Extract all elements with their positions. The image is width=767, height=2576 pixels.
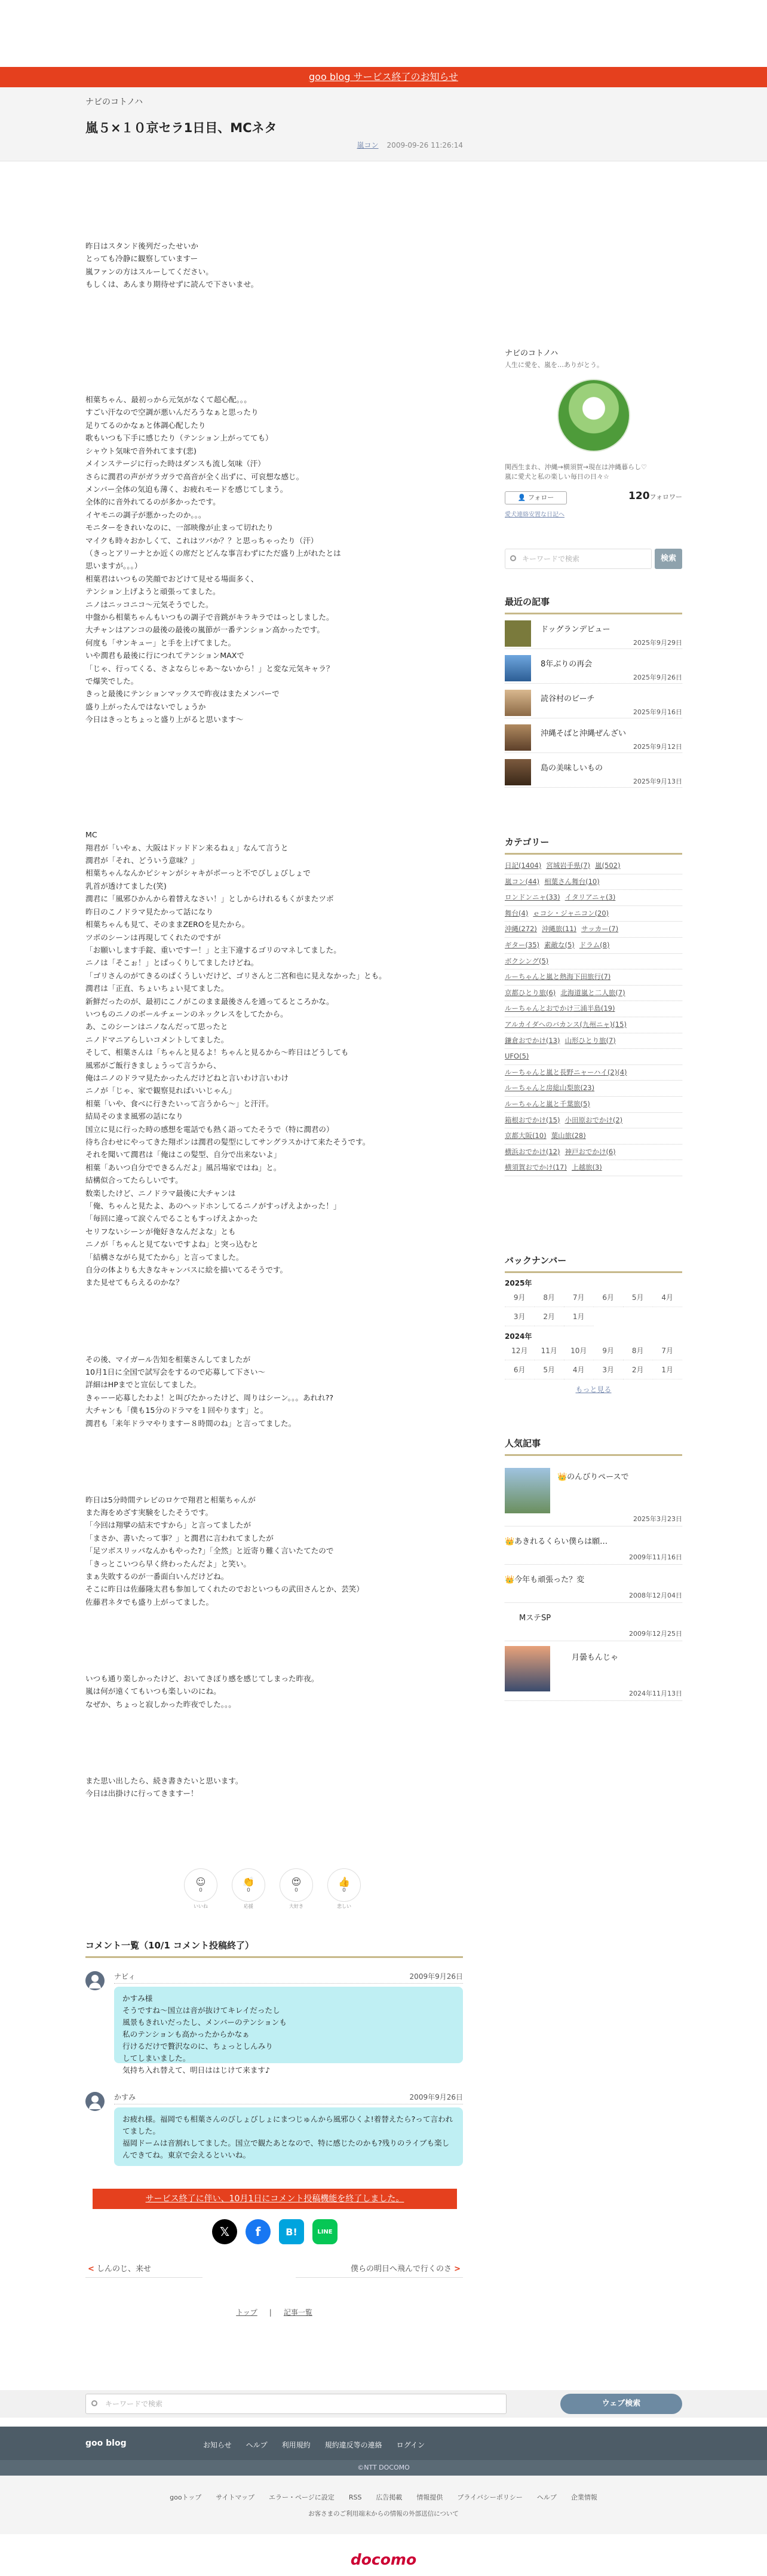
comment-item (85, 2092, 463, 2170)
category-link[interactable]: 舞台(4) (505, 908, 529, 917)
reaction-love-button[interactable] (280, 1868, 313, 1910)
category-link[interactable]: 山形ひとり旅(7) (564, 1036, 616, 1045)
popular-entry[interactable] (505, 1456, 682, 1526)
next-entry-title: 僕らの明日へ飛んで行くのさ (350, 2265, 452, 2274)
footer-link[interactable]: ヘルプ (246, 2441, 268, 2449)
sidebar-search (505, 549, 682, 569)
category-link[interactable]: 箱根おでかけ(15) (505, 1115, 560, 1124)
recent-entry[interactable] (505, 718, 682, 753)
footer-sub-link[interactable]: 情報提供 (416, 2494, 443, 2501)
entry-pagination (85, 2259, 463, 2277)
facebook-share-button[interactable] (246, 2219, 271, 2244)
category-link[interactable]: 日記(1404) (505, 861, 542, 870)
recent-entries-widget (505, 595, 682, 788)
recent-entry-title: ドッグランデビュー (541, 625, 610, 634)
hatena-share-button[interactable] (279, 2219, 304, 2244)
divider (114, 1983, 463, 1984)
category-row (505, 1017, 682, 1033)
footer-sub-link[interactable]: RSS (348, 2494, 362, 2501)
footer-link[interactable]: 規約違反等の連絡 (324, 2441, 382, 2449)
prev-entry-link[interactable] (85, 2259, 203, 2278)
backnumber-widget (505, 1254, 682, 1394)
body-paragraph: また思い出したら、続き書きたいと思います。 今日は出掛けに行ってきますー！ (85, 1776, 243, 1798)
comment-author: かすみ (114, 2093, 136, 2101)
reaction-buttons (184, 1868, 361, 1910)
footer-links (203, 2440, 439, 2450)
user-avatar-icon (85, 2092, 105, 2111)
clap-icon: 👏 (243, 1876, 254, 1887)
recent-entry-date: 2025年9月26日 (633, 674, 682, 681)
comment-end-notice-link[interactable]: サービス終了に伴い、10月1日にコメント投稿機能を終了しました。 (93, 2189, 457, 2209)
backnumber-month-link[interactable]: 4月 (564, 1360, 594, 1379)
category-link[interactable]: 北海道嵐と二人旅(7) (560, 988, 625, 997)
entry-datetime: 2009-09-26 11:26:14 (386, 141, 463, 149)
recent-entry-title: 8年ぶりの再会 (541, 660, 593, 669)
popular-entry-date: 2008年12月04日 (629, 1592, 682, 1599)
category-link[interactable]: イタリアニャ(3) (564, 893, 616, 902)
category-link[interactable]: 嵐(502) (595, 861, 621, 870)
docomo-logo[interactable]: docomo (350, 2551, 417, 2568)
category-link[interactable]: UFO(5) (505, 1052, 529, 1061)
category-link[interactable]: ルーちゃんと房総山梨旅(23) (505, 1084, 595, 1093)
profile-name[interactable]: ナビのコトノハ (505, 349, 559, 358)
search-icon (91, 2400, 97, 2406)
entry-thumbnail (505, 1468, 550, 1513)
category-link[interactable]: サッカー(7) (581, 925, 619, 934)
category-row (505, 938, 682, 954)
smile-icon: ☺ (195, 1876, 206, 1887)
category-link[interactable]: 沖縄(272) (505, 925, 537, 934)
category-row (505, 954, 682, 970)
chevron-right-icon: > (454, 2265, 461, 2274)
entry-thumbnail (505, 620, 531, 647)
line-icon: LINE (317, 2228, 333, 2235)
backnumber-month-link[interactable]: 9月 (505, 1288, 535, 1307)
footer-sub-link[interactable]: プライバシーポリシー (457, 2494, 523, 2501)
category-link[interactable]: 神戸おでかけ(6) (564, 1147, 616, 1156)
prev-entry-title: しんのじ、来せ (97, 2265, 152, 2274)
body-paragraph: いつも通り楽しかったけど、おいてきぼり感を感じてしまった昨夜。 嵐は何が遠くてもいつも楽しいのにね。 なぜか、ちょっと寂しかった昨夜でした。。。 (85, 1674, 319, 1709)
bottom-search-bar (0, 2390, 767, 2418)
recent-entry[interactable] (505, 649, 682, 684)
recent-entry-title: 沖縄そばと沖縄ぜんざい (541, 729, 627, 738)
entry-thumbnail (505, 690, 531, 716)
reaction-count: 0 (294, 1887, 298, 1893)
reaction-count: 0 (199, 1887, 203, 1893)
goo-blog-logo[interactable]: goo blog (85, 2439, 127, 2448)
backnumber-list (505, 1278, 682, 1379)
recent-entry[interactable] (505, 684, 682, 718)
reaction-count: 0 (342, 1887, 346, 1893)
reaction-cheer-button[interactable] (232, 1868, 265, 1910)
backnumber-months (505, 1288, 682, 1326)
footer-sub-link[interactable]: ヘルプ (536, 2494, 557, 2501)
category-row (505, 1033, 682, 1050)
comment-text: お疲れ様。福岡でも相葉さんのびしょびしょにまつじゅんから風邪ひくよ!着替えたら?って言われてました。 福岡ドームは音割れしてました。国立で観たあとなので、特に感じたのかも?残りのライブも楽しんできてね。東京で会えるといいね。 (114, 2107, 463, 2166)
profile-more-link[interactable]: 愛犬連絡安置な日記へ (505, 512, 564, 518)
top-link[interactable]: トップ (236, 2308, 257, 2317)
comment-date: 2009年9月26日 (409, 2093, 463, 2101)
comment-text: かすみ様 そうですね〜国立は音が抜けてキレイだったし 風景もきれいだったし、メンバーのテンションも 私のテンションも高かったからかなぁ 行けるだけで贅沢なのに、ちょっとしんみり してしまいました。 気持ち入れ替えて、明日ははじけて来ます♪ (114, 1987, 463, 2063)
reaction-count: 0 (247, 1887, 250, 1893)
category-row (505, 1128, 682, 1145)
footer-sub-links (0, 2476, 767, 2502)
web-search-input[interactable]: キーワードで検索 (85, 2394, 507, 2414)
footer-link[interactable]: ログイン (396, 2441, 425, 2449)
popular-entry-title: 👑のんびりペースで (557, 1473, 629, 1482)
comment-author: ナビィ (114, 1972, 136, 1981)
popular-entry-title: MステSP (519, 1614, 551, 1623)
popular-entry-title: 月曇もんじゃ (572, 1653, 619, 1662)
backnumber-year: 2024年 (505, 1332, 532, 1341)
entry-title: 嵐５×１０京セラ1日目、MCネタ (85, 121, 277, 135)
facebook-icon: f (255, 2225, 261, 2239)
category-link[interactable]: 鎌倉おでかけ(13) (505, 1036, 560, 1045)
category-row (505, 1065, 682, 1081)
backnumber-month-link[interactable]: 6月 (594, 1288, 624, 1307)
entry-header (0, 87, 767, 161)
backnumber-month-link[interactable]: 8月 (623, 1341, 653, 1360)
category-link[interactable]: ボクシング(5) (505, 956, 549, 965)
entry-meta (85, 140, 682, 150)
line-share-button[interactable] (312, 2219, 338, 2244)
category-link[interactable]: ルーちゃんとおでかけ三浦半島(19) (505, 1004, 615, 1013)
user-avatar-icon (85, 1971, 105, 1990)
entry-thumbnail (505, 724, 531, 751)
category-row (505, 1113, 682, 1129)
follower-count: 120フォロワー (628, 490, 682, 502)
category-link[interactable]: ルーちゃんと嵐と熱海下田旅行(7) (505, 972, 611, 981)
backnumber-year: 2025年 (505, 1279, 532, 1287)
sidebar-search-input[interactable]: キーワードで検索 (505, 549, 652, 569)
entry-thumbnail (505, 759, 531, 785)
category-row (505, 1081, 682, 1097)
recent-entry-title: 読谷村のビーチ (541, 695, 595, 703)
category-row (505, 986, 682, 1002)
body-paragraph: 昨日はスタンド後列だったせいか とっても冷静に観察していますー 嵐ファンの方はスルーしてください。 もしくは、あんまり期待せずに読んで下さいませ。 (85, 241, 259, 289)
backnumber-month-link[interactable]: 12月 (505, 1341, 535, 1360)
backnumber-month-link[interactable]: 5月 (535, 1360, 564, 1379)
thumbs-up-icon: 👍 (338, 1876, 350, 1887)
category-link[interactable]: 嵐コン(44) (505, 877, 540, 886)
profile-avatar[interactable] (557, 379, 630, 452)
category-link[interactable]: 素敵な(5) (544, 940, 575, 949)
recent-heading: 最近の記事 (505, 595, 682, 614)
category-link[interactable]: ドラム(8) (579, 940, 610, 949)
popular-entry[interactable] (505, 1641, 682, 1701)
body-paragraph: その後、マイガール告知を相葉さんしてましたが 10月1日に全国で試写会をするので応募して下さい〜 詳細はHPまでと宣伝してました。 きゃーー応募したわよ！と叫びたかったけど、周りはシーン。。。あれれ?? 大チャンも「僕も15分のドラマを１回やります」と。 潤君も「来年ドラマやりますー８時間のね」と言ってました。 (85, 1354, 334, 1428)
popular-entry-date: 2024年11月13日 (629, 1690, 682, 1697)
footer-sub-link[interactable]: gooトップ (170, 2494, 202, 2501)
entry-thumbnail (505, 1646, 550, 1691)
category-link[interactable]: 小田原おでかけ(2) (564, 1115, 623, 1124)
reaction-like-button[interactable] (184, 1868, 217, 1910)
reaction-label: いいね (194, 1904, 208, 1909)
recent-entry[interactable] (505, 614, 682, 649)
footer-sub-link[interactable]: サイトマップ (216, 2494, 255, 2501)
category-link[interactable]: ｅコシ・ジャニコン(20) (533, 908, 609, 917)
recent-entry-date: 2025年9月29日 (633, 639, 682, 647)
category-widget (505, 836, 682, 1176)
backnumber-month-link[interactable]: 11月 (535, 1341, 564, 1360)
recent-entry-date: 2025年9月12日 (633, 743, 682, 751)
category-row (505, 890, 682, 906)
backnumber-month-link[interactable]: 1月 (564, 1307, 594, 1326)
backnumber-month-link[interactable]: 7月 (564, 1288, 594, 1307)
recent-entry-date: 2025年9月13日 (633, 778, 682, 785)
category-link[interactable]: ルーちゃんと嵐と千葉旅(5) (505, 1099, 590, 1108)
footer-link[interactable]: お知らせ (203, 2441, 232, 2449)
category-row (505, 1049, 682, 1065)
category-heading: カテゴリー (505, 836, 682, 855)
backnumber-month-link[interactable]: 8月 (535, 1288, 564, 1307)
x-share-button[interactable] (212, 2219, 237, 2244)
blog-title[interactable]: ナビのコトノハ (85, 97, 143, 107)
heart-eyes-icon: 😍 (291, 1876, 302, 1887)
chevron-left-icon: < (88, 2265, 94, 2274)
body-paragraph: MC 翔君が「いやぁ、大阪はドッドドン来るねぇ」なんて言うと 潤君が「それ、どういう意味？」 相葉ちゃんなんかピシャンがシャキがボーっと不でびしょびしょで 乳首が透けてました(笑) 潤君に「風邪ひかんから着替えなさい！」としからけれるもくがまたツボ 昨日のこノドラマ見たかって話になり 相葉ちゃんも見て、そのままZEROを見たから。 ツボのシーンは再現してくれたのですが 「お願いします手錠、重いですー！」と主下違するゴリのマネしてました。 ニノは「そこぉ！」とぱっくりしてましたけどね。 「ゴリさんのがてきるのぱくうしいだけど、ゴリさんと二宮和也に見えなかった」とも。 潤君は「正直、ちょいちょい見てました。 新鮮だったのが、最初にこノがこのまま最後さんを通ってるところかな。 いつものニノのボールチェーンのネックレスをしてたから。 あ、このシーンはニノなんだって思ったと ニノドマニアらしいコメントしてました。 そして、相葉さんは「ちゃんと見るよ！ちゃんと見るから〜昨日はどうしても 風邪がご飯行きましょうって言うから、 俺はニノのドラマ見たかったんだけどねと言いわけ言いわけ ニノが「じゃ、家で観察見ればいいじゃん」 相葉「いや、食べに行きたいって言うから〜」と汗汗。 結局そのまま風邪の話になり 国立に見に行った時の感想を電話でも熱く語ってたそうで（特に潤君の） 待ち合わせにやってきた翔ポンは潤君の髪型にしてサングラスかけて来たそうです。 それを聞いて潤君は「俺はこの髪型、自分で出来ないよ」 相葉「あいつ自分でできるんだよ」風呂場家ではね」と。 結構似合ってたらしいです。 数楽したけど、ニノドラマ最後に大チャンは 「俺、ちゃんと見たよ、あのヘッドホンしてるニノがすっげえよかった！」 「毎回に違って涙ぐんでることもすっげえよかった セリフないシーンが俺好きなんだよな」とも ニノが「ちゃんと見てないですよね」と突っ込むと 「結構さながら見てたから」と言ってました。 自分の体よりも大きなキャンバスに絵を描いてるそうです。 また見せてもらえるのかな？ (85, 830, 386, 1287)
entry-list-link[interactable]: 記事一覧 (283, 2308, 312, 2317)
category-link[interactable]: 相葉さん舞台(10) (544, 877, 600, 886)
category-row (505, 969, 682, 986)
body-paragraph: 昨日は5分時間テレビのロケで翔君と相葉ちゃんが また海をめざす実験をしたそうです。 「今回は翔擘の結末ですから」と言ってましたが 「まさか、書いたって事？」と潤君に言われてましたが 「足ツボスリッパなんかもやった?」「全然」と近寄り難く言いたてたので 「きっとこいつら早く終わったんだよ」と笑い。 まぁ失敗するのが一番面白いんだけどね。 そこに昨日は佐藤隆太君も参加してくれたのでおといつもの武田さんとか、芸笑） 佐藤君ネタでも盛り上がってました。 (85, 1495, 364, 1607)
backnumber-month-link[interactable]: 2月 (623, 1360, 653, 1379)
service-end-notice-link[interactable]: goo blog サービス終了のお知らせ (0, 67, 767, 87)
backnumber-month-link[interactable]: 2月 (535, 1307, 564, 1326)
follow-label: フォロー (527, 494, 554, 501)
reaction-label: 大好き (289, 1904, 303, 1909)
hatena-icon: B! (286, 2226, 297, 2238)
popular-entry-date: 2025年3月23日 (633, 1515, 682, 1523)
footer-link[interactable]: 利用規約 (281, 2441, 311, 2449)
profile-widget (505, 347, 682, 518)
category-link[interactable]: 京都大阪(10) (505, 1131, 547, 1140)
sidebar-search-button[interactable]: 検索 (655, 549, 682, 569)
category-row (505, 1160, 682, 1176)
category-link[interactable]: 沖縄旅(11) (541, 925, 577, 934)
user-plus-icon: 👤 (517, 494, 526, 501)
profile-bio: 関西生まれ、沖縄→横須賀→現在は沖縄暮らし♡ 嵐に愛犬と私の楽しい毎日の日々☆ (505, 463, 647, 481)
popular-entry-title: 👑あきれるくらい僕らは願… (505, 1537, 608, 1546)
copyright: ©NTT DOCOMO (0, 2460, 767, 2476)
comment-item (85, 1971, 463, 2075)
footer-sub-link[interactable]: 広告掲載 (376, 2494, 403, 2501)
recent-entry-date: 2025年9月16日 (633, 708, 682, 716)
category-row (505, 906, 682, 922)
category-link[interactable]: 京都ひとり旅(6) (505, 988, 556, 997)
backnumber-month-link[interactable]: 10月 (564, 1341, 594, 1360)
backnumber-months (505, 1341, 682, 1379)
category-link[interactable]: 上越旅(3) (572, 1163, 602, 1172)
reaction-label: 悲しい (337, 1904, 351, 1909)
popular-entry[interactable] (505, 1603, 682, 1641)
entry-thumbnail (505, 655, 531, 681)
category-link[interactable]: ルーちゃんと嵐と長野ニャーハイ(2)(4) (505, 1067, 627, 1076)
backnumber-month-link[interactable]: 6月 (505, 1360, 535, 1379)
comments-heading: コメント一覧（10/1 コメント投稿終了） (85, 1939, 463, 1958)
category-link[interactable]: ロンドンニャ(33) (505, 893, 560, 902)
category-row (505, 1145, 682, 1161)
backnumber-month-link[interactable]: 1月 (653, 1360, 683, 1379)
category-list (505, 858, 682, 1176)
category-link[interactable]: ギター(35) (505, 940, 539, 949)
category-link[interactable]: 宮城岩手県(7) (546, 861, 591, 870)
reaction-sad-button[interactable] (327, 1868, 361, 1910)
backnumber-month-link[interactable]: 5月 (623, 1288, 653, 1307)
external-transmission-link[interactable]: お客さまのご利用端末からの情報の外部送信について (308, 2510, 459, 2517)
category-row (505, 874, 682, 891)
popular-entry-title: 👑今年も頑張った？変 (505, 1575, 585, 1584)
backnumber-month-link[interactable]: 7月 (653, 1341, 683, 1360)
backnumber-month-link[interactable]: 3月 (505, 1307, 535, 1326)
backnumber-month-link[interactable]: 4月 (653, 1288, 683, 1307)
popular-entry[interactable] (505, 1526, 682, 1565)
search-icon (510, 555, 516, 561)
recent-entry-title: 島の美味しいもの (541, 764, 603, 773)
category-row (505, 922, 682, 938)
backnumber-heading: バックナンバー (505, 1254, 682, 1273)
footer-nav-links: トップ | 記事一覧 (236, 2308, 312, 2317)
popular-entry-date: 2009年11月16日 (629, 1553, 682, 1561)
comment-date: 2009年9月26日 (409, 1972, 463, 1981)
category-link[interactable]: アルカイダへのバカンス(九州ニャ)(15) (505, 1020, 627, 1029)
footer-sub (0, 2476, 767, 2534)
footer-sub-link[interactable]: 企業情報 (570, 2494, 597, 2501)
backnumber-more-link[interactable]: もっと見る (575, 1385, 612, 1394)
popular-entry-date: 2009年12月25日 (629, 1630, 682, 1638)
category-link[interactable]: 横浜おでかけ(12) (505, 1147, 560, 1156)
category-row (505, 1001, 682, 1017)
follow-button[interactable] (505, 491, 567, 504)
x-icon: 𝕏 (219, 2225, 230, 2239)
backnumber-month-link[interactable]: 9月 (594, 1341, 624, 1360)
entry-body (85, 214, 463, 1813)
profile-desc: 人生に愛を、嵐を…ありがとう。 (505, 361, 603, 369)
share-buttons (212, 2219, 338, 2244)
footer-main (0, 2427, 767, 2460)
category-link[interactable]: 横須賀おでかけ(17) (505, 1163, 567, 1172)
popular-heading: 人気記事 (505, 1437, 682, 1456)
popular-entry[interactable] (505, 1565, 682, 1603)
popular-entries-widget (505, 1437, 682, 1701)
recent-entry[interactable] (505, 753, 682, 788)
reaction-label: 応援 (244, 1904, 253, 1909)
category-row (505, 1097, 682, 1113)
footer-sub-link[interactable]: エラー・ページに設定 (269, 2494, 335, 2501)
category-row (505, 858, 682, 874)
category-link[interactable]: 葉山旅(28) (551, 1131, 586, 1140)
web-search-button[interactable]: ウェブ検索 (560, 2394, 682, 2414)
body-paragraph: 相葉ちゃん、最初っから元気がなくて超心配。。。 すごい汗なので空調が悪いんだろうなぁと思ったり 足りてるのかなぁと体調心配したり 歌もいつも下手に感じたり（テンション上がってても） シャウト気味で音外れてます(悲) メインステージに行った時はダンスも流し気味（汗） さらに潤君の声がガラガラで高音が全く出ずに、可哀想な感じ。 メンバー全体の気迫も薄く、お疲れモードを感じてしまう。 全体的に音外れてるのが多かったです。 イヤモニの調子が悪かったのか。。。 モニターをきれいなのに、一部映像が止まって切れたり マイクも時々おかしくて、これはツバか？？と思っちゃったり（汗） （きっとアリーナとか近くの席だとどんな事言わずにただ盛り上がれたとは 思いますが。。。） 相葉君はいつもの笑顔でおどけて見せる場面多く、 テンション上げようと頑張ってました。 ニノはニッコニコ〜元気そうでした。 中盤から相葉ちゃんもいつもの調子で音跳がキラキラではっとしました。 大チャンはアンコの最後の最後の嵐節が一番テンション高かったです。 何度も「サンキュー」と手を上げてました。 いや潤君も最後に行につれてテンションMAXで 「じゃ、行ってくる、さよならじゃあ〜ないから！」と変な元気キャラ？ で爆笑でした。 きっと最後にテンションマックスで昨夜はまたメンバーで 盛り上がったんではないでしょうか 今日はきっとちょっと盛り上がると思います〜 (85, 395, 341, 724)
next-entry-link[interactable] (296, 2259, 463, 2278)
backnumber-month-link[interactable]: 3月 (594, 1360, 624, 1379)
entry-category-link[interactable]: 嵐コン (357, 141, 379, 149)
